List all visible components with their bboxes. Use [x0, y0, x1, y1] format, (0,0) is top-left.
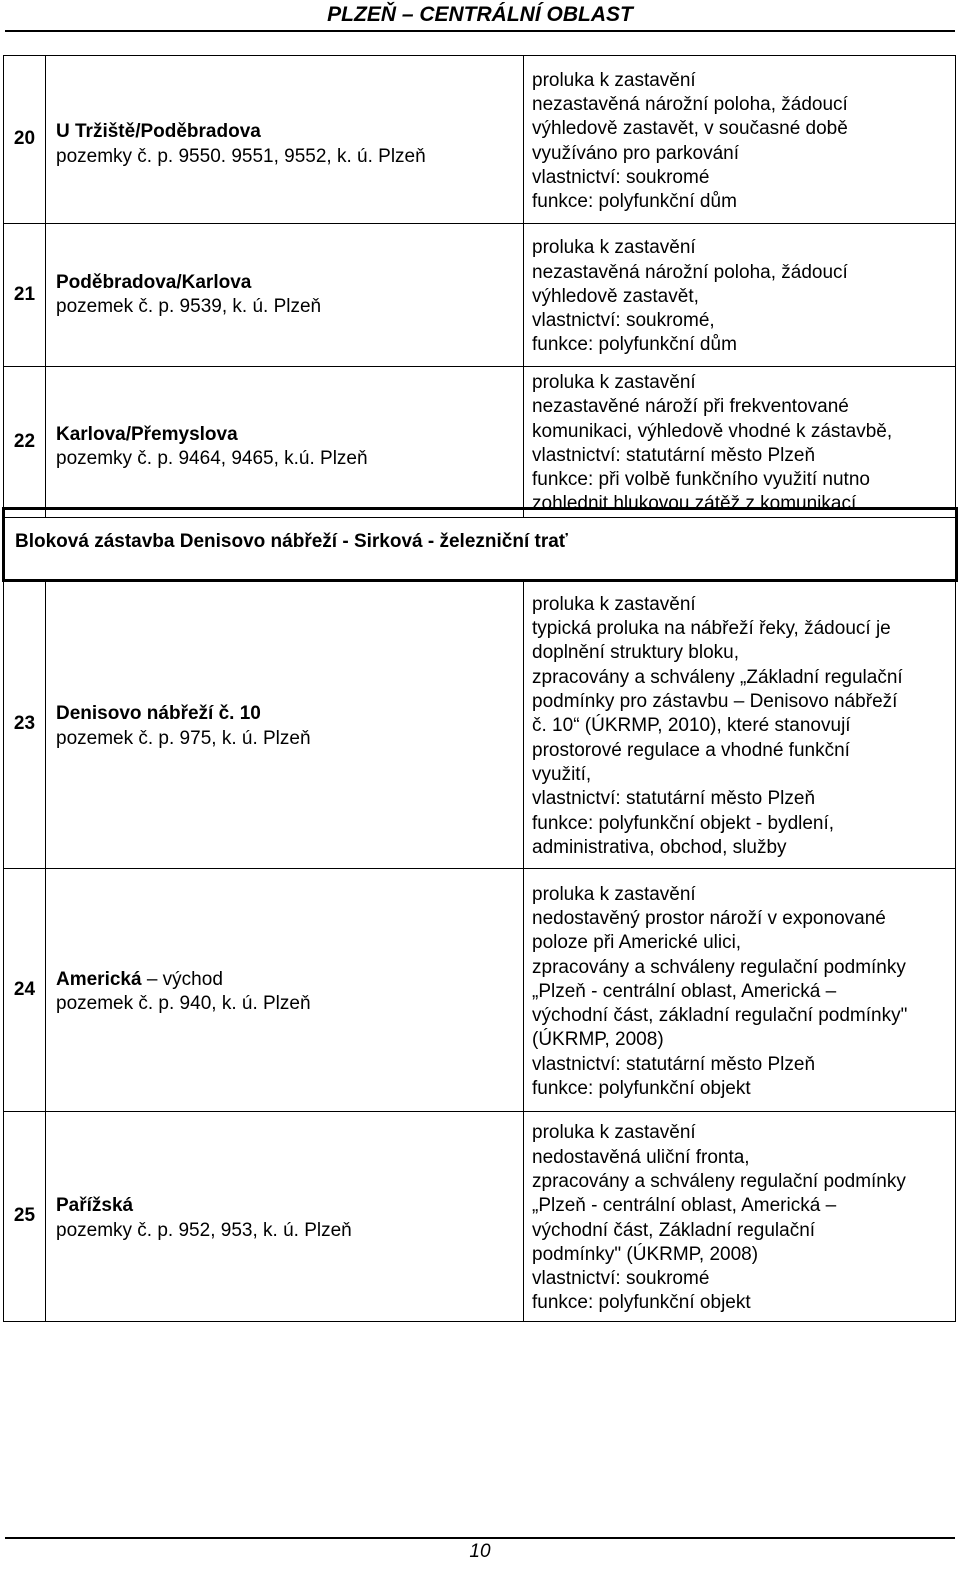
table-row [4, 56, 956, 224]
description-line: proluka k zastavění [532, 237, 696, 259]
street-name-bold: Denisovo nábřeží č. 10 [56, 703, 261, 725]
street-name: Poděbradova/Karlova [56, 271, 252, 293]
description-line: nezastavěné nároží při frekventované [532, 396, 849, 418]
street-name: Karlova/Přemyslova [56, 423, 238, 445]
row-number: 25 [4, 1112, 46, 1322]
location-cell [46, 224, 524, 367]
description-line: podmínky" (ÚKRMP, 2008) [532, 1243, 759, 1265]
description-line: „Plzeň - centrální oblast, Americká – [532, 1195, 837, 1217]
table-row [4, 869, 956, 1112]
location-cell [46, 1112, 524, 1322]
description-line: administrativa, obchod, služby [532, 836, 787, 858]
description-line: č. 10“ (ÚKRMP, 2010), které stanovují [532, 715, 851, 737]
description-line: funkce: polyfunkční objekt [532, 1292, 751, 1314]
table-row [4, 367, 956, 518]
description-line: (ÚKRMP, 2008) [532, 1029, 664, 1051]
description-line: nezastavěná nárožní poloha, žádoucí [532, 261, 848, 283]
location-cell [46, 581, 524, 869]
location-cell [46, 56, 524, 224]
description-line: vlastnictví: soukromé, [532, 310, 715, 332]
row-number: 23 [4, 581, 46, 869]
section-title: Bloková zástavba Denisovo nábřeží - Sirková - železniční trať [15, 531, 568, 552]
description-line: výhledově zastavět, v současné době [532, 118, 848, 140]
street-name [56, 1194, 523, 1218]
description-line: funkce: polyfunkční objekt - bydlení, [532, 812, 835, 834]
street-name [56, 702, 523, 726]
description-cell [524, 581, 956, 869]
description-line: komunikaci, výhledově vhodné k zástavbě, [532, 420, 893, 442]
row-number: 20 [4, 56, 46, 224]
description-line: prostorové regulace a vhodné funkční [532, 739, 850, 761]
description-line: proluka k zastavění [532, 1122, 696, 1144]
description-line: vlastnictví: soukromé [532, 166, 710, 188]
description-line: proluka k zastavění [532, 372, 696, 393]
description-line: proluka k zastavění [532, 593, 696, 615]
location-cell [46, 869, 524, 1112]
table-row [4, 224, 956, 367]
street-name-bold: Americká [56, 968, 142, 990]
street-name [56, 968, 523, 992]
parcel-info: pozemek č. p. 940, k. ú. Plzeň [56, 993, 311, 1014]
plots-table-top [3, 55, 956, 518]
description-line: nezastavěná nárožní poloha, žádoucí [532, 93, 848, 115]
description-line: funkce: polyfunkční dům [532, 191, 737, 213]
description-cell [524, 56, 956, 224]
parcel-info: pozemky č. p. 9464, 9465, k.ú. Plzeň [56, 447, 368, 469]
description-line: vlastnictví: statutární město Plzeň [532, 1053, 816, 1075]
description-line: využití, [532, 763, 592, 785]
street-name: U Tržiště/Poděbradova [56, 121, 261, 143]
street-name-bold: Pařížská [56, 1195, 134, 1217]
parcel-info: pozemky č. p. 952, 953, k. ú. Plzeň [56, 1219, 352, 1241]
parcel-info: pozemek č. p. 975, k. ú. Plzeň [56, 727, 311, 749]
description-line: zpracovány a schváleny regulační podmínky [532, 1170, 906, 1192]
description-line: zohlednit hlukovou zátěž z komunikací [532, 493, 857, 515]
description-line: východní část, Základní regulační [532, 1219, 816, 1241]
section-header [2, 507, 958, 582]
description-cell [524, 224, 956, 367]
location-cell [46, 367, 524, 518]
row-number: 21 [4, 224, 46, 367]
description-line: využíváno pro parkování [532, 142, 740, 164]
description-line: poloze při Americké ulici, [532, 932, 742, 954]
header-divider [5, 30, 955, 32]
description-line: funkce: při volbě funkčního využití nutno [532, 469, 870, 491]
description-line: podmínky pro zástavbu – Denisovo nábřeží [532, 691, 898, 713]
description-line: vlastnictví: soukromé [532, 1268, 710, 1290]
row-number: 24 [4, 869, 46, 1112]
table-row [4, 1112, 956, 1322]
description-cell [524, 869, 956, 1112]
description-line: „Plzeň - centrální oblast, Americká – [532, 980, 837, 1002]
description-cell [524, 1112, 956, 1322]
parcel-info: pozemek č. p. 9539, k. ú. Plzeň [56, 296, 322, 317]
page-title: PLZEŇ – CENTRÁLNÍ OBLAST [327, 3, 633, 26]
description-line: vlastnictví: statutární město Plzeň [532, 444, 816, 466]
description-line: proluka k zastavění [532, 69, 696, 91]
description-line: nedostavěný prostor nároží v exponované [532, 907, 886, 929]
table-row [4, 581, 956, 869]
description-line: funkce: polyfunkční dům [532, 334, 737, 356]
description-line: zpracovány a schváleny „Základní regulační [532, 666, 903, 688]
page-number: 10 [469, 1541, 491, 1562]
parcel-info: pozemky č. p. 9550. 9551, 9552, k. ú. Plzeň [56, 145, 426, 167]
description-line: zpracovány a schváleny regulační podmínky [532, 956, 906, 978]
description-cell [524, 367, 956, 518]
row-number: 22 [4, 367, 46, 518]
plots-table-bottom [3, 580, 956, 1322]
description-line: funkce: polyfunkční objekt [532, 1078, 751, 1100]
description-line: nedostavěná uliční fronta, [532, 1146, 750, 1168]
footer-divider [5, 1537, 955, 1539]
description-line: východní část, základní regulační podmínky" [532, 1005, 908, 1027]
description-line: doplnění struktury bloku, [532, 642, 740, 664]
description-line: typická proluka na nábřeží řeky, žádoucí je [532, 618, 891, 640]
description-line: vlastnictví: statutární město Plzeň [532, 788, 816, 810]
description-line: výhledově zastavět, [532, 285, 699, 307]
description-line: proluka k zastavění [532, 883, 696, 905]
street-name-suffix: – východ [141, 968, 223, 990]
